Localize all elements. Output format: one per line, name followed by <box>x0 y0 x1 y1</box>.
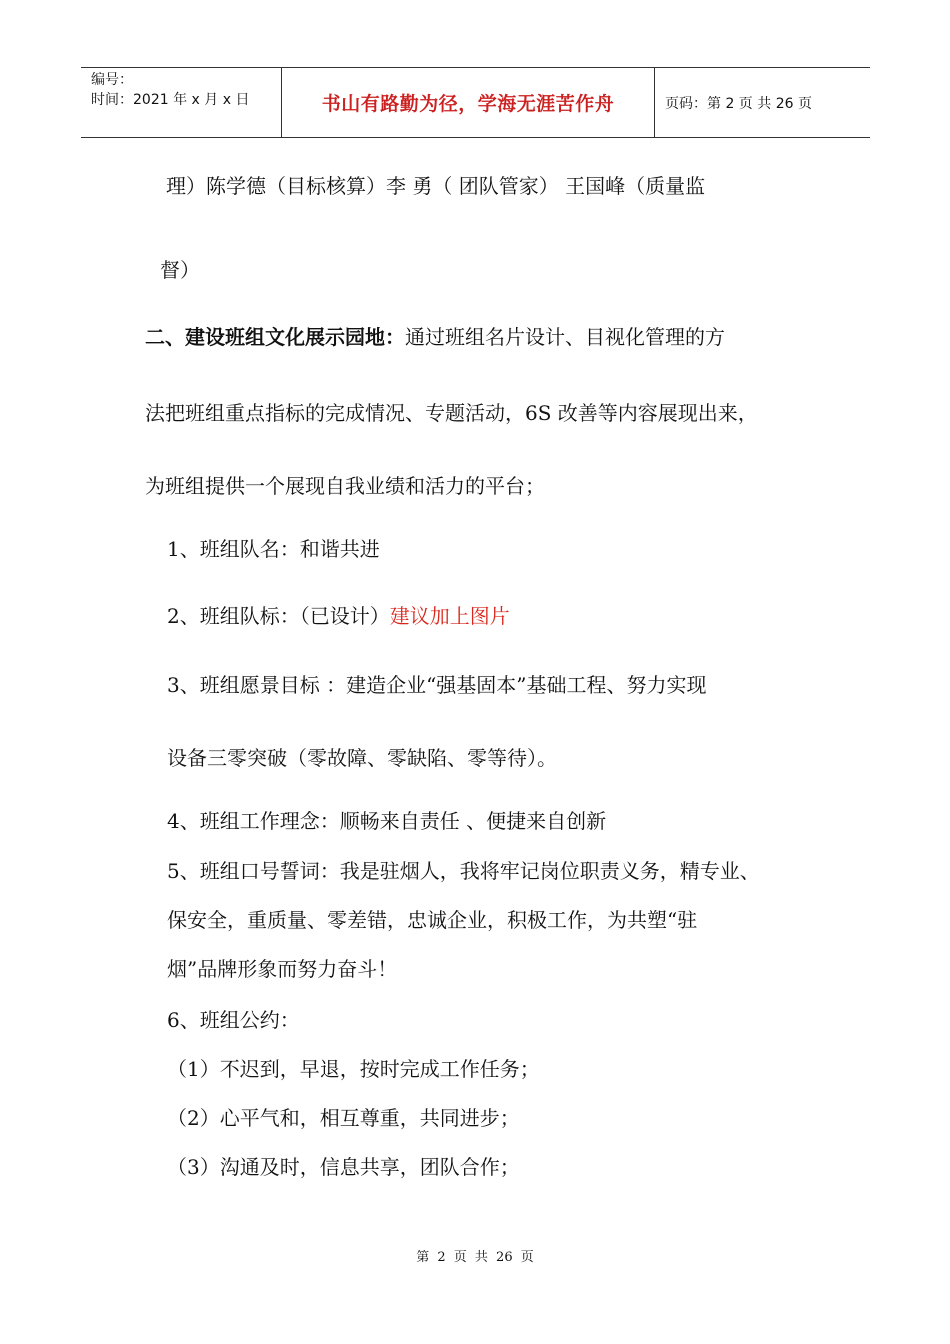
section-2-title: 二、建设班组文化展示园地： <box>145 325 405 349</box>
list-item-1: 1、班组队名：和谐共进 <box>167 537 380 561</box>
body-line-4: 法把班组重点指标的完成情况、专题活动，6S 改善等内容展现出来， <box>145 401 758 425</box>
document-header <box>81 67 870 138</box>
list-item-2 <box>167 604 510 628</box>
list-item-3a: 3、班组愿景目标 ：建造企业“强基固本”基础工程、努力实现 <box>167 673 707 697</box>
list-item-2-text: 2、班组队标：（已设计） <box>167 604 390 628</box>
rule-3: （3）沟通及时，信息共享，团队合作； <box>167 1155 520 1179</box>
header-page-label: 页码：第 2 页 共 26 页 <box>665 95 812 112</box>
rule-1: （1）不迟到，早退，按时完成工作任务； <box>167 1057 540 1081</box>
section-2-text: 通过班组名片设计、目视化管理的方 <box>405 325 725 349</box>
body-line-5: 为班组提供一个展现自我业绩和活力的平台； <box>145 474 545 498</box>
number-label: 编号： <box>91 72 133 88</box>
body-line-2: 督） <box>160 258 200 282</box>
body-line-1: 理）陈学德（目标核算）李 勇（ 团队管家） 王国峰（质量监 <box>166 174 706 198</box>
header-info-cell <box>81 68 281 137</box>
list-item-5c: 烟”品牌形象而努力奋斗！ <box>167 957 398 981</box>
list-item-6: 6、班组公约： <box>167 1008 300 1032</box>
list-item-3b: 设备三零突破（零故障、零缺陷、零等待）。 <box>167 746 557 770</box>
list-item-4: 4、班组工作理念：顺畅来自责任 、便捷来自创新 <box>167 809 607 833</box>
list-item-5b: 保安全，重质量、零差错，忠诚企业，积极工作，为共塑“驻 <box>167 908 698 932</box>
date-label: 时间：2021 年 x 月 x 日 <box>91 92 250 108</box>
header-motto: 书山有路勤为径，学海无涯苦作舟 <box>281 68 655 137</box>
page-footer: 第 2 页 共 26 页 <box>416 1250 534 1265</box>
rule-2: （2）心平气和，相互尊重，共同进步； <box>167 1106 520 1130</box>
list-item-5a: 5、班组口号誓词：我是驻烟人，我将牢记岗位职责义务，精专业、 <box>167 859 760 883</box>
list-item-2-note: 建议加上图片 <box>389 604 510 628</box>
section-2-heading <box>145 325 725 349</box>
